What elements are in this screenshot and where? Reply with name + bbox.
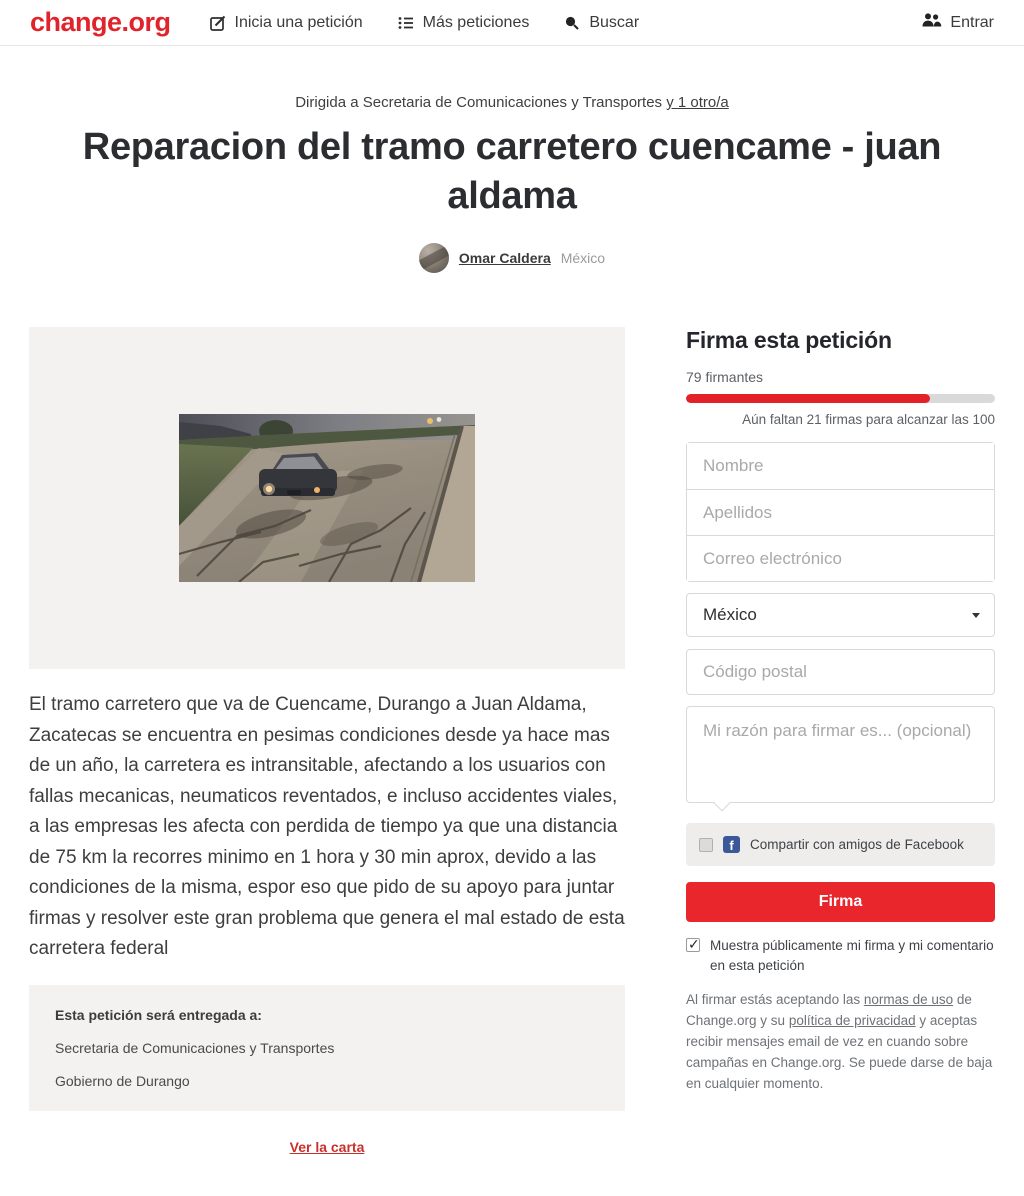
- delivery-recipient: Gobierno de Durango: [55, 1072, 190, 1089]
- legal-text-part: de Change.org y su: [686, 992, 972, 1028]
- signatures-remaining-text: Aún faltan 21 firmas para alcanzar las 100: [742, 412, 995, 427]
- name-fields-group: [686, 442, 995, 582]
- petition-header: [0, 46, 1024, 273]
- facebook-share-label: Compartir con amigos de Facebook: [750, 837, 964, 852]
- public-signature-row[interactable]: [686, 936, 995, 976]
- page-title: Reparacion del tramo carretero cuencame - juan aldama: [82, 126, 942, 217]
- sign-form-heading: Firma esta petición: [686, 327, 892, 353]
- search-icon: [563, 14, 581, 32]
- reason-field-wrap: [686, 706, 995, 803]
- facebook-share-row[interactable]: [686, 823, 995, 866]
- email-input[interactable]: [687, 535, 994, 581]
- country-select[interactable]: [686, 593, 995, 637]
- view-letter-row: [29, 1139, 625, 1157]
- compose-icon: [209, 14, 227, 32]
- login-label: Entrar: [950, 13, 994, 31]
- users-icon: [922, 12, 942, 33]
- avatar[interactable]: [419, 243, 449, 273]
- chevron-down-icon: [972, 613, 980, 618]
- progress-bar: [686, 394, 995, 403]
- login-button[interactable]: [922, 12, 994, 33]
- nav-start-petition[interactable]: [209, 14, 363, 32]
- delivery-heading: Esta petición será entregada a:: [55, 1006, 262, 1023]
- petition-photo: [179, 414, 475, 582]
- nav-start-petition-label: Inicia una petición: [234, 13, 363, 31]
- nav-search[interactable]: [563, 14, 639, 32]
- first-name-input[interactable]: [687, 443, 994, 489]
- country-select-value: México: [703, 605, 757, 624]
- reason-textarea[interactable]: [686, 706, 995, 803]
- postal-code-input[interactable]: [686, 649, 995, 695]
- delivery-recipient: Secretaria de Comunicaciones y Transportes: [55, 1039, 335, 1056]
- author-location: México: [560, 250, 606, 266]
- privacy-policy-link[interactable]: política de privacidad: [788, 1013, 916, 1028]
- addressed-to-text: Dirigida a Secretaria de Comunicaciones y Transportes: [295, 94, 667, 111]
- view-letter-link[interactable]: Ver la carta: [289, 1138, 365, 1155]
- last-name-input[interactable]: [687, 489, 994, 535]
- sign-form: [686, 327, 995, 1157]
- addressed-more-link[interactable]: y 1 otro/a: [666, 94, 729, 111]
- content-columns: [0, 327, 1024, 1157]
- top-nav: [0, 0, 1024, 46]
- nav-more-petitions-label: Más peticiones: [422, 13, 530, 31]
- signer-count: 79 firmantes: [686, 369, 764, 385]
- legal-text-part: Al firmar estás aceptando las: [686, 992, 864, 1007]
- author-row: [0, 243, 1024, 273]
- petition-content: [29, 327, 625, 1157]
- facebook-icon: f: [723, 836, 740, 853]
- legal-text: [686, 989, 995, 1094]
- progress-bar-fill: [686, 394, 930, 403]
- legal-text-part: y aceptas recibir mensajes email de vez en cuando sobre campañas en Change.org. Se puede darse de baja en cualquier momento.: [686, 1013, 993, 1091]
- delivery-box: [29, 985, 625, 1111]
- public-signature-label: Muestra públicamente mi firma y mi comentario en esta petición: [710, 938, 994, 973]
- list-icon: [397, 14, 415, 32]
- petition-media-box: [29, 327, 625, 669]
- addressed-to: [0, 94, 1024, 111]
- public-signature-checkbox[interactable]: [686, 938, 700, 952]
- nav-more-petitions[interactable]: [397, 14, 530, 32]
- facebook-share-checkbox[interactable]: [699, 838, 713, 852]
- author-name-link[interactable]: Omar Caldera: [458, 250, 551, 266]
- terms-of-use-link[interactable]: normas de uso: [863, 992, 954, 1007]
- sign-button[interactable]: Firma: [686, 882, 995, 922]
- petition-body-text: El tramo carretero que va de Cuencame, Durango a Juan Aldama, Zacatecas se encuentra en pesimas condiciones desde ya hace mas de un año, la carretera es intransitable, afectando a los usuarios con fallas mecanicas, neumaticos reventados, e incluso accidentes viales, a las empresas les afecta con perdida de tiempo ya que una distancia de 75 km la recorres minimo en 1 hora y 30 min aprox, devido a las condiciones de la misma, espor eso que pido de su apoyo para juntar firmas y resolver este gran problema que genera el mal estado de esta carretera federal: [29, 694, 625, 959]
- change-org-logo[interactable]: change.org: [30, 7, 171, 37]
- nav-search-label: Buscar: [589, 13, 640, 31]
